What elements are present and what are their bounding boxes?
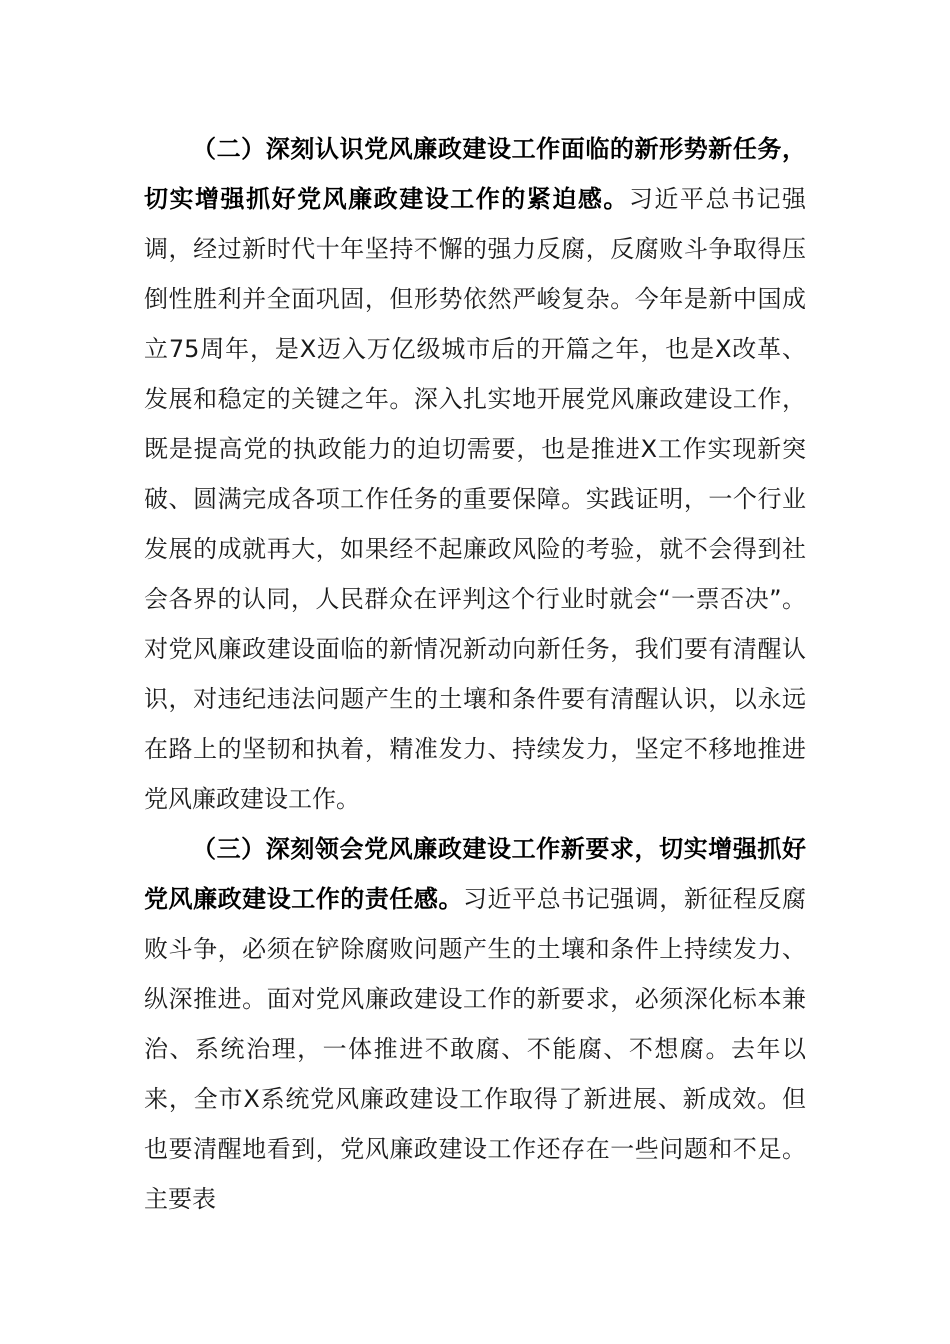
document-body [144,124,806,1224]
paragraph-section-2 [144,124,806,824]
paragraph-heading: （二）深刻认识党风廉政建设工作面临的新形势新任务，切实增强抓好党风廉政建设工作的紧迫感。 [144,135,806,213]
paragraph-heading: （三）深刻领会党风廉政建设工作新要求，切实增强抓好党风廉政建设工作的责任感。 [144,835,806,913]
paragraph-text: 习近平总书记强调，经过新时代十年坚持不懈的强力反腐，反腐败斗争取得压倒性胜利并全面巩固，但形势依然严峻复杂。今年是新中国成立75周年，是X迈入万亿级城市后的开篇之年，也是X改革、发展和稳定的关键之年。深入扎实地开展党风廉政建设工作，既是提高党的执政能力的迫切需要，也是推进X工作实现新突破、圆满完成各项工作任务的重要保障。实践证明，一个行业发展的成就再大，如果经不起廉政风险的考验，就不会得到社会各界的认同，人民群众在评判这个行业时就会“一票否决”。对党风廉政建设面临的新情况新动向新任务，我们要有清醒认识，对违纪违法问题产生的土壤和条件要有清醒认识，以永远在路上的坚韧和执着，精准发力、持续发力，坚定不移地推进党风廉政建设工作。 [144,185,807,813]
paragraph-text: 习近平总书记强调，新征程反腐败斗争，必须在铲除腐败问题产生的土壤和条件上持续发力、纵深推进。面对党风廉政建设工作的新要求，必须深化标本兼治、系统治理，一体推进不敢腐、不能腐、不想腐。去年以来，全市X系统党风廉政建设工作取得了新进展、新成效。但也要清醒地看到，党风廉政建设工作还存在一些问题和不足。主要表 [144,885,806,1213]
paragraph-section-3 [144,824,806,1224]
